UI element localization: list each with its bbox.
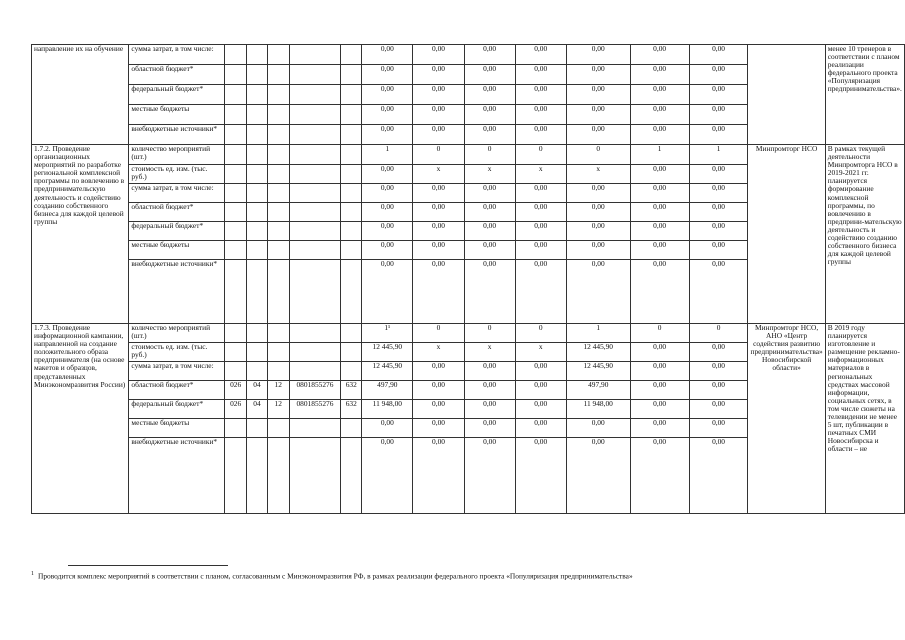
- code-expense-type-cell: [341, 222, 362, 241]
- value-cell: 0: [413, 324, 464, 343]
- executor-cell: Минпромторг НСО, АНО «Центр содействия развитию предпринимательства» Новосибирской области»: [748, 324, 825, 514]
- value-cell: 497,90: [362, 381, 413, 400]
- code-subsection-cell: [267, 260, 289, 324]
- value-cell: 0,00: [630, 438, 689, 514]
- code-target-article-cell: 0801855276: [289, 381, 341, 400]
- value-cell: 0,00: [464, 381, 515, 400]
- value-cell: 0,00: [464, 362, 515, 381]
- value-cell: 0,00: [362, 45, 413, 65]
- code-grbs-cell: [225, 45, 247, 65]
- footnote: [31, 571, 633, 580]
- value-cell: 0,00: [515, 362, 566, 381]
- value-cell: 12 445,90: [566, 362, 630, 381]
- value-cell: 497,90: [566, 381, 630, 400]
- code-subsection-cell: [267, 419, 289, 438]
- value-cell: 0,00: [413, 381, 464, 400]
- value-cell: 0,00: [464, 419, 515, 438]
- code-section-cell: [247, 203, 268, 222]
- value-cell: 0,00: [630, 362, 689, 381]
- footnote-text: Проводится комплекс мероприятий в соответствии с планом, согласованным с Минэкономразвития РФ, в рамках реализации федерального проекта «Популяризация предпринимательства»: [38, 571, 633, 581]
- value-cell: 1: [689, 145, 748, 165]
- code-section-cell: [247, 260, 268, 324]
- value-cell: 0,00: [689, 105, 748, 125]
- budget-table: [31, 44, 905, 514]
- code-subsection-cell: [267, 324, 289, 343]
- value-cell: 12 445,90: [362, 343, 413, 362]
- code-expense-type-cell: [341, 241, 362, 260]
- value-cell: 0,00: [413, 184, 464, 203]
- value-cell: 0,00: [464, 222, 515, 241]
- value-cell: 0,00: [464, 203, 515, 222]
- value-cell: 0,00: [362, 241, 413, 260]
- code-target-article-cell: [289, 45, 341, 65]
- note-cell: В рамках текущей деятельности Минпромторга НСО в 2019-2021 гг. планируется формирование комплексной программы, по вовлечению в предприни-мательскую деятельность и содействию созданию собственного бизнеса для каждой целевой группы: [825, 145, 904, 324]
- code-target-article-cell: [289, 222, 341, 241]
- code-expense-type-cell: [341, 203, 362, 222]
- code-target-article-cell: [289, 165, 341, 184]
- value-cell: 0,00: [630, 85, 689, 105]
- value-cell: 0,00: [515, 65, 566, 85]
- value-cell: 0,00: [362, 184, 413, 203]
- code-subsection-cell: [267, 438, 289, 514]
- code-target-article-cell: [289, 85, 341, 105]
- value-cell: 0,00: [515, 381, 566, 400]
- code-subsection-cell: [267, 362, 289, 381]
- code-subsection-cell: [267, 125, 289, 145]
- code-expense-type-cell: [341, 105, 362, 125]
- activity-name-cell: 1.7.3. Проведение информационной кампании, направленной на создание положительного образа предпринимателя (на основе макетов и образцов, представленных Минэкономразвития России): [32, 324, 129, 514]
- indicator-cell: областной бюджет*: [129, 381, 225, 400]
- code-section-cell: [247, 419, 268, 438]
- value-cell: 0,00: [689, 260, 748, 324]
- code-target-article-cell: [289, 419, 341, 438]
- code-expense-type-cell: [341, 438, 362, 514]
- indicator-cell: сумма затрат, в том числе:: [129, 45, 225, 65]
- code-grbs-cell: [225, 165, 247, 184]
- value-cell: 0,00: [630, 419, 689, 438]
- indicator-cell: внебюджетные источники*: [129, 260, 225, 324]
- code-section-cell: [247, 324, 268, 343]
- code-grbs-cell: [225, 65, 247, 85]
- indicator-cell: количество мероприятий (шт.): [129, 324, 225, 343]
- code-section-cell: [247, 165, 268, 184]
- value-cell: 0,00: [630, 184, 689, 203]
- value-cell: x: [566, 165, 630, 184]
- note-cell: менее 10 тренеров в соответствии с планом реализации федерального проекта «Популяризация предпринимательства».: [825, 45, 904, 145]
- code-target-article-cell: [289, 260, 341, 324]
- value-cell: 0,00: [515, 105, 566, 125]
- value-cell: 0: [515, 324, 566, 343]
- indicator-cell: стоимость ед. изм. (тыс. руб.): [129, 343, 225, 362]
- value-cell: 0,00: [566, 260, 630, 324]
- code-grbs-cell: [225, 145, 247, 165]
- indicator-cell: сумма затрат, в том числе:: [129, 184, 225, 203]
- value-cell: 0,00: [566, 241, 630, 260]
- value-cell: 12 445,90: [566, 343, 630, 362]
- value-cell: 0,00: [464, 260, 515, 324]
- indicator-cell: внебюджетные источники*: [129, 438, 225, 514]
- code-expense-type-cell: [341, 85, 362, 105]
- code-grbs-cell: [225, 125, 247, 145]
- value-cell: 0,00: [362, 125, 413, 145]
- value-cell: 0,00: [413, 260, 464, 324]
- value-cell: 0,00: [630, 105, 689, 125]
- value-cell: 0: [413, 145, 464, 165]
- footnote-mark: 1: [31, 571, 34, 577]
- code-grbs-cell: [225, 260, 247, 324]
- value-cell: 0,00: [515, 400, 566, 419]
- code-expense-type-cell: [341, 419, 362, 438]
- value-cell: 0,00: [413, 419, 464, 438]
- value-cell: 0,00: [362, 260, 413, 324]
- code-subsection-cell: 12: [267, 381, 289, 400]
- code-target-article-cell: [289, 362, 341, 381]
- value-cell: 0,00: [413, 241, 464, 260]
- code-grbs-cell: [225, 85, 247, 105]
- value-cell: 0,00: [464, 400, 515, 419]
- value-cell: 0: [689, 324, 748, 343]
- activity-name-cell: 1.7.2. Проведение организационных мероприятий по разработке региональной комплексной программы по вовлечению в предпринимательскую деятельность и содействию созданию собственного бизнеса для каждой целевой группы: [32, 145, 129, 324]
- value-cell: 0,00: [515, 419, 566, 438]
- value-cell: 0,00: [515, 125, 566, 145]
- value-cell: 0,00: [413, 125, 464, 145]
- value-cell: 0,00: [689, 381, 748, 400]
- value-cell: 0,00: [630, 343, 689, 362]
- value-cell: 0,00: [566, 184, 630, 203]
- code-target-article-cell: [289, 125, 341, 145]
- code-grbs-cell: [225, 438, 247, 514]
- indicator-cell: областной бюджет*: [129, 203, 225, 222]
- code-expense-type-cell: [341, 184, 362, 203]
- indicator-cell: стоимость ед. изм. (тыс. руб.): [129, 165, 225, 184]
- code-target-article-cell: [289, 145, 341, 165]
- value-cell: 0,00: [630, 222, 689, 241]
- code-grbs-cell: [225, 222, 247, 241]
- value-cell: 0,00: [689, 203, 748, 222]
- value-cell: 0,00: [515, 438, 566, 514]
- value-cell: 0,00: [630, 381, 689, 400]
- code-grbs-cell: [225, 241, 247, 260]
- code-subsection-cell: [267, 343, 289, 362]
- code-target-article-cell: [289, 438, 341, 514]
- code-section-cell: [247, 241, 268, 260]
- value-cell: 0,00: [566, 125, 630, 145]
- code-expense-type-cell: [341, 165, 362, 184]
- code-section-cell: [247, 125, 268, 145]
- value-cell: 0,00: [566, 203, 630, 222]
- code-subsection-cell: [267, 65, 289, 85]
- value-cell: 0,00: [362, 165, 413, 184]
- value-cell: 0,00: [630, 400, 689, 419]
- code-expense-type-cell: 632: [341, 400, 362, 419]
- code-expense-type-cell: [341, 145, 362, 165]
- table-row: [32, 145, 905, 165]
- value-cell: 0: [630, 324, 689, 343]
- code-section-cell: 04: [247, 381, 268, 400]
- code-target-article-cell: [289, 184, 341, 203]
- value-cell: 0,00: [413, 222, 464, 241]
- value-cell: x: [464, 165, 515, 184]
- value-cell: 0,00: [689, 125, 748, 145]
- value-cell: 0,00: [515, 241, 566, 260]
- value-cell: 0,00: [689, 65, 748, 85]
- value-cell: 0,00: [689, 241, 748, 260]
- value-cell: x: [515, 343, 566, 362]
- code-subsection-cell: [267, 241, 289, 260]
- code-target-article-cell: 0801855276: [289, 400, 341, 419]
- note-cell: В 2019 году планируется изготовление и размещение рекламно-информационных материалов в региональных средствах массовой информации, социальных сетях, в том числе сюжеты на телевидении не менее 5 шт, публикации в печатных СМИ Новосибирска и области – не: [825, 324, 904, 514]
- value-cell: 0,00: [464, 65, 515, 85]
- code-grbs-cell: 026: [225, 400, 247, 419]
- value-cell: 0,00: [630, 241, 689, 260]
- code-target-article-cell: [289, 324, 341, 343]
- code-section-cell: [247, 438, 268, 514]
- code-expense-type-cell: [341, 65, 362, 85]
- value-cell: 0,00: [362, 222, 413, 241]
- value-cell: 0,00: [464, 85, 515, 105]
- value-cell: 0,00: [362, 203, 413, 222]
- value-cell: 0: [515, 145, 566, 165]
- value-cell: 0,00: [566, 85, 630, 105]
- value-cell: 0,00: [689, 419, 748, 438]
- code-subsection-cell: 12: [267, 400, 289, 419]
- value-cell: 0,00: [689, 400, 748, 419]
- value-cell: 0,00: [413, 203, 464, 222]
- executor-cell: Минпромторг НСО: [748, 145, 825, 324]
- value-cell: 0,00: [630, 260, 689, 324]
- table-row: [32, 45, 905, 65]
- value-cell: 0,00: [464, 184, 515, 203]
- code-subsection-cell: [267, 85, 289, 105]
- indicator-cell: местные бюджеты: [129, 241, 225, 260]
- value-cell: 0,00: [630, 45, 689, 65]
- value-cell: 0,00: [689, 184, 748, 203]
- activity-name-cell: направление их на обучение: [32, 45, 129, 145]
- code-grbs-cell: 026: [225, 381, 247, 400]
- value-cell: 1: [566, 324, 630, 343]
- code-section-cell: [247, 105, 268, 125]
- value-cell: 0,00: [413, 65, 464, 85]
- value-cell: x: [515, 165, 566, 184]
- value-cell: 0: [464, 145, 515, 165]
- code-subsection-cell: [267, 222, 289, 241]
- value-cell: 0,00: [464, 105, 515, 125]
- code-expense-type-cell: [341, 343, 362, 362]
- code-section-cell: [247, 85, 268, 105]
- value-cell: 0,00: [362, 438, 413, 514]
- code-grbs-cell: [225, 203, 247, 222]
- code-subsection-cell: [267, 45, 289, 65]
- code-target-article-cell: [289, 241, 341, 260]
- value-cell: x: [413, 343, 464, 362]
- code-target-article-cell: [289, 65, 341, 85]
- code-grbs-cell: [225, 324, 247, 343]
- code-section-cell: [247, 184, 268, 203]
- code-section-cell: [247, 222, 268, 241]
- executor-cell: [748, 45, 825, 145]
- value-cell: 12 445,90: [362, 362, 413, 381]
- value-cell: 11 948,00: [566, 400, 630, 419]
- code-grbs-cell: [225, 184, 247, 203]
- code-section-cell: [247, 65, 268, 85]
- value-cell: 0,00: [515, 45, 566, 65]
- value-cell: 0: [566, 145, 630, 165]
- value-cell: 1: [630, 145, 689, 165]
- value-cell: 0,00: [413, 438, 464, 514]
- value-cell: 0,00: [362, 105, 413, 125]
- value-cell: 0,00: [630, 165, 689, 184]
- value-cell: 0,00: [515, 85, 566, 105]
- code-expense-type-cell: [341, 324, 362, 343]
- value-cell: 0,00: [630, 203, 689, 222]
- code-target-article-cell: [289, 343, 341, 362]
- value-cell: 0,00: [566, 438, 630, 514]
- indicator-cell: федеральный бюджет*: [129, 222, 225, 241]
- value-cell: 0,00: [362, 85, 413, 105]
- value-cell: 0,00: [464, 125, 515, 145]
- footnote-separator: [68, 565, 228, 566]
- value-cell: 0,00: [630, 125, 689, 145]
- indicator-cell: местные бюджеты: [129, 105, 225, 125]
- value-cell: 0,00: [566, 45, 630, 65]
- code-subsection-cell: [267, 145, 289, 165]
- value-cell: 1¹: [362, 324, 413, 343]
- value-cell: 0,00: [566, 222, 630, 241]
- value-cell: 0,00: [464, 438, 515, 514]
- value-cell: 0,00: [689, 165, 748, 184]
- code-grbs-cell: [225, 105, 247, 125]
- code-target-article-cell: [289, 203, 341, 222]
- value-cell: 0,00: [689, 85, 748, 105]
- value-cell: 0,00: [464, 241, 515, 260]
- value-cell: 0,00: [515, 184, 566, 203]
- code-grbs-cell: [225, 419, 247, 438]
- value-cell: 0,00: [689, 222, 748, 241]
- code-expense-type-cell: [341, 45, 362, 65]
- indicator-cell: областной бюджет*: [129, 65, 225, 85]
- value-cell: 0,00: [689, 438, 748, 514]
- code-expense-type-cell: [341, 362, 362, 381]
- value-cell: 0,00: [566, 65, 630, 85]
- code-section-cell: [247, 343, 268, 362]
- value-cell: 0,00: [515, 222, 566, 241]
- value-cell: 0,00: [515, 203, 566, 222]
- code-grbs-cell: [225, 362, 247, 381]
- code-section-cell: [247, 45, 268, 65]
- value-cell: 0,00: [362, 419, 413, 438]
- code-subsection-cell: [267, 184, 289, 203]
- code-expense-type-cell: [341, 260, 362, 324]
- indicator-cell: федеральный бюджет*: [129, 400, 225, 419]
- code-expense-type-cell: [341, 125, 362, 145]
- value-cell: x: [464, 343, 515, 362]
- code-grbs-cell: [225, 343, 247, 362]
- code-target-article-cell: [289, 105, 341, 125]
- value-cell: 0,00: [413, 105, 464, 125]
- value-cell: 0,00: [566, 105, 630, 125]
- code-subsection-cell: [267, 203, 289, 222]
- code-expense-type-cell: 632: [341, 381, 362, 400]
- value-cell: 0: [464, 324, 515, 343]
- value-cell: 1: [362, 145, 413, 165]
- value-cell: 0,00: [413, 362, 464, 381]
- value-cell: 0,00: [413, 85, 464, 105]
- indicator-cell: внебюджетные источники*: [129, 125, 225, 145]
- code-subsection-cell: [267, 165, 289, 184]
- indicator-cell: местные бюджеты: [129, 419, 225, 438]
- value-cell: 0,00: [515, 260, 566, 324]
- value-cell: 0,00: [362, 65, 413, 85]
- value-cell: 0,00: [413, 400, 464, 419]
- indicator-cell: федеральный бюджет*: [129, 85, 225, 105]
- value-cell: x: [413, 165, 464, 184]
- indicator-cell: количество мероприятий (шт.): [129, 145, 225, 165]
- value-cell: 0,00: [689, 45, 748, 65]
- code-section-cell: 04: [247, 400, 268, 419]
- value-cell: 0,00: [464, 45, 515, 65]
- value-cell: 11 948,00: [362, 400, 413, 419]
- code-section-cell: [247, 362, 268, 381]
- value-cell: 0,00: [566, 419, 630, 438]
- code-subsection-cell: [267, 105, 289, 125]
- value-cell: 0,00: [413, 45, 464, 65]
- value-cell: 0,00: [630, 65, 689, 85]
- table-row: [32, 324, 905, 343]
- value-cell: 0,00: [689, 343, 748, 362]
- code-section-cell: [247, 145, 268, 165]
- indicator-cell: сумма затрат, в том числе:: [129, 362, 225, 381]
- value-cell: 0,00: [689, 362, 748, 381]
